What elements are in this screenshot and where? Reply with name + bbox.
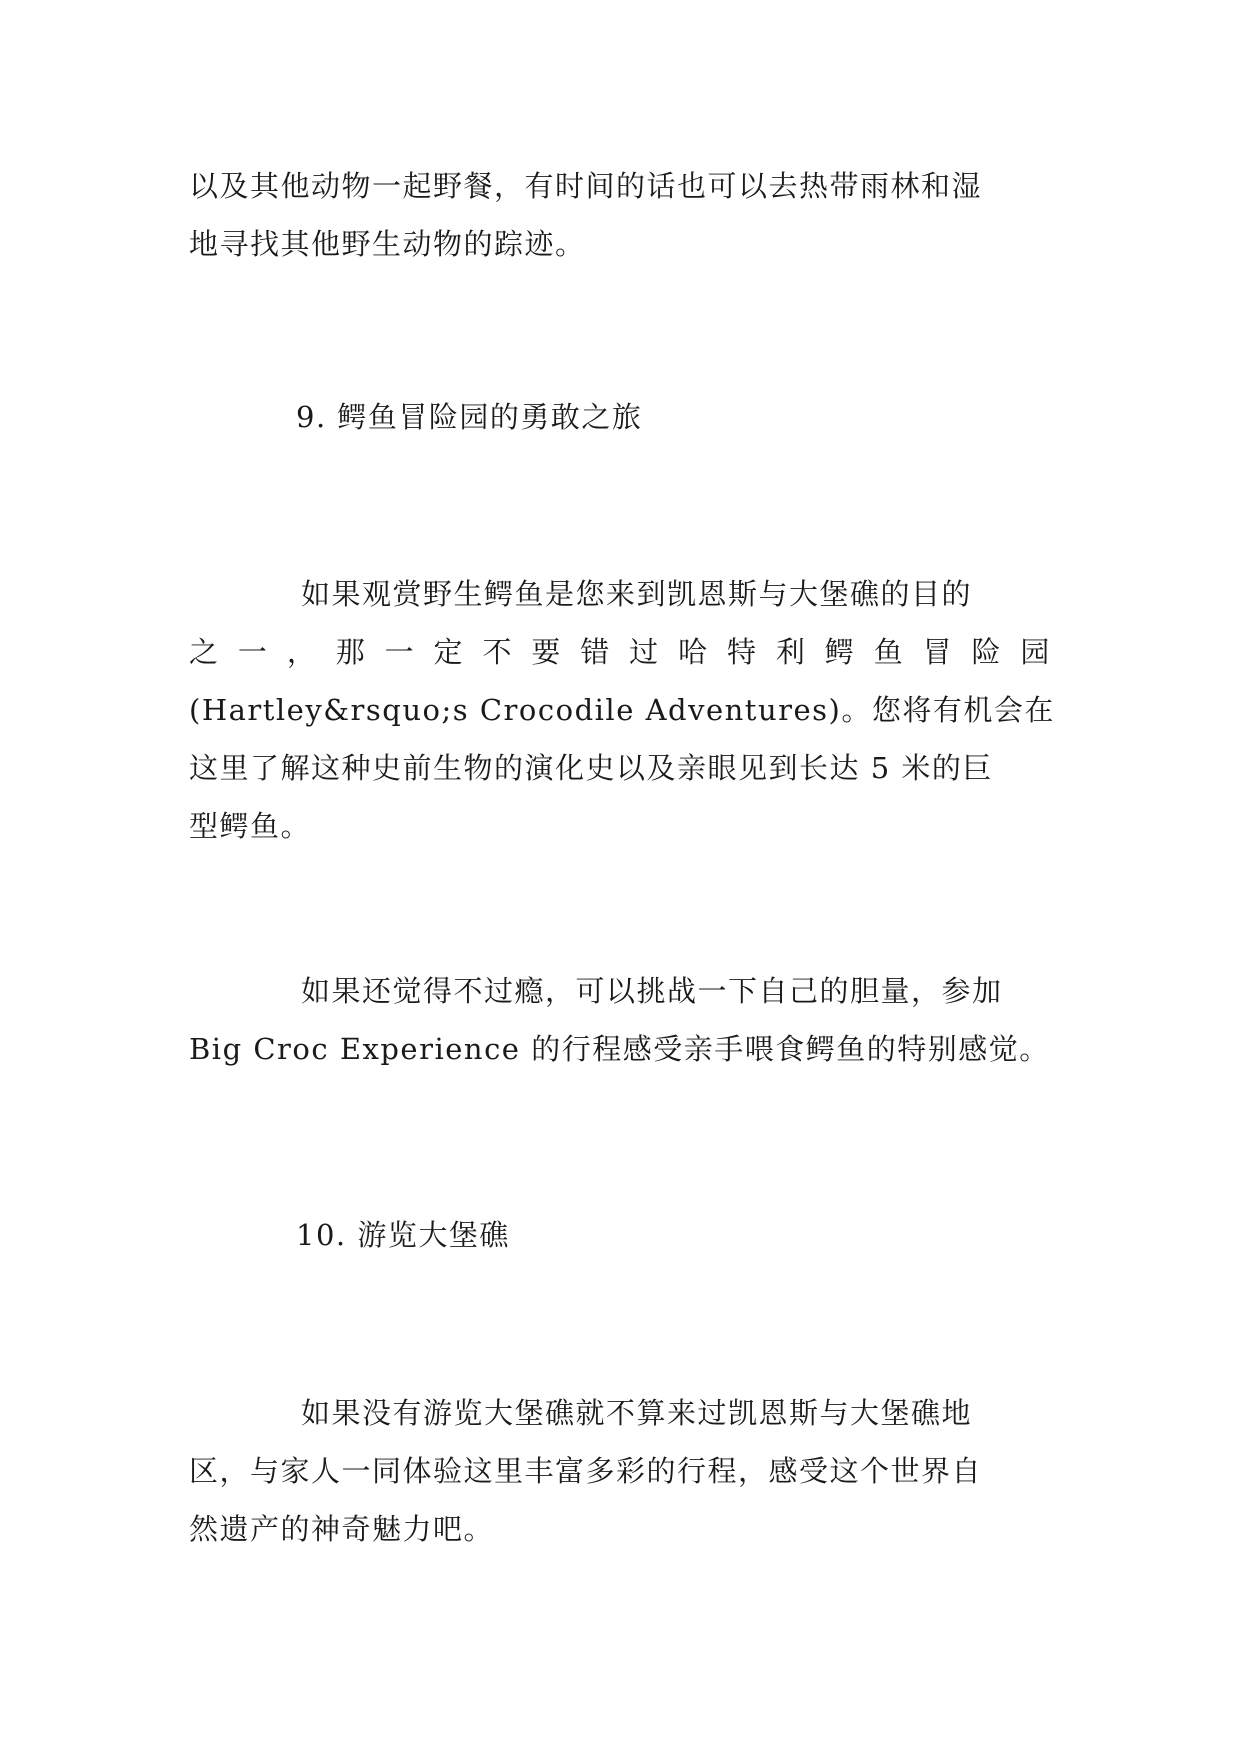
- paragraph-line: 地寻找其他野生动物的踪迹。: [189, 227, 586, 261]
- justified-char: 定: [433, 635, 465, 669]
- paragraph-line: 如果还觉得不过瘾，可以挑战一下自己的胆量，参加: [301, 974, 1003, 1008]
- justified-char: 利: [775, 635, 807, 669]
- justified-char: 冒: [922, 635, 954, 669]
- justified-char: 险: [971, 635, 1003, 669]
- paragraph-crocodile: [189, 565, 1055, 855]
- justified-char: 园: [1020, 635, 1051, 669]
- justified-char: 鳄: [824, 635, 856, 669]
- justified-char: 特: [726, 635, 758, 669]
- justified-char: 鱼: [873, 635, 905, 669]
- section-heading-9: 9. 鳄鱼冒险园的勇敢之旅: [296, 400, 643, 434]
- justified-char: 之: [189, 635, 220, 669]
- paragraph-line: (Hartley&rsquo;s Crocodile Adventures)。您将有机会在: [189, 693, 1055, 727]
- justified-char: 哈: [678, 635, 709, 669]
- paragraph-line: 如果没有游览大堡礁就不算来过凯恩斯与大堡礁地: [301, 1396, 973, 1430]
- section-heading-10: 10. 游览大堡礁: [296, 1218, 510, 1252]
- paragraph-line: 区，与家人一同体验这里丰富多彩的行程，感受这个世界自: [189, 1454, 983, 1488]
- justified-char: 那: [335, 635, 367, 669]
- paragraph-reef: [189, 1384, 1051, 1558]
- paragraph-line: 然遗产的神奇魅力吧。: [189, 1512, 495, 1546]
- paragraph-big-croc: [189, 962, 1051, 1078]
- justified-char: 不: [482, 635, 513, 669]
- paragraph-line-justified: [189, 623, 1051, 681]
- paragraph-line: 这里了解这种史前生物的演化史以及亲眼见到长达 5 米的巨: [189, 751, 993, 785]
- justified-char: 要: [531, 635, 562, 669]
- justified-char: 一: [384, 635, 416, 669]
- justified-char: 过: [629, 635, 660, 669]
- justified-char: 错: [580, 635, 611, 669]
- paragraph-line: 型鳄鱼。: [189, 809, 312, 843]
- justified-char: ，: [286, 635, 318, 669]
- paragraph-line: 如果观赏野生鳄鱼是您来到凯恩斯与大堡礁的目的: [301, 577, 973, 611]
- paragraph-line: 以及其他动物一起野餐，有时间的话也可以去热带雨林和湿: [189, 169, 983, 203]
- paragraph-line: Big Croc Experience 的行程感受亲手喂食鳄鱼的特别感觉。: [189, 1032, 1050, 1066]
- justified-char: 一: [237, 635, 269, 669]
- paragraph-intro: [189, 157, 1051, 273]
